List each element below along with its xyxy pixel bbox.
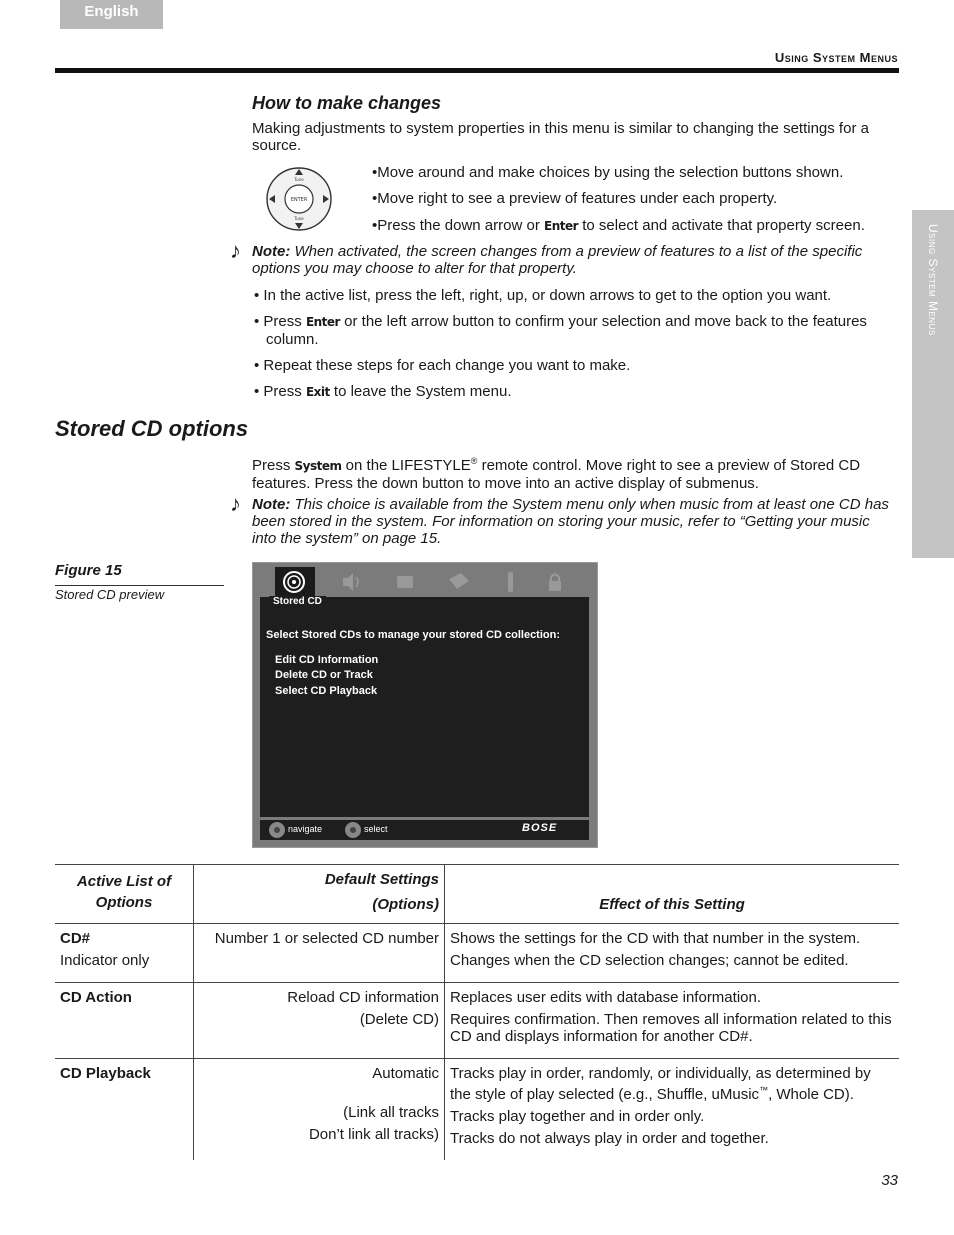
cd-icon xyxy=(275,567,315,597)
page-number: 33 xyxy=(881,1172,898,1189)
stored-cd-intro: Press System on the LIFESTYLE® remote control. Move right to see a preview of Stored CD features. Press the down button to move into an active display of submenus. xyxy=(252,456,861,492)
list-item: • Repeat these steps for each change you want to make. xyxy=(254,357,631,374)
tape-icon xyxy=(439,567,479,597)
remote-icon xyxy=(491,567,531,597)
option-name: CD Action xyxy=(60,989,132,1006)
dial-center-label: ENTER xyxy=(290,197,308,203)
effect-text: Tracks play in order, randomly, or individually, as determined by the style of play selected (e.g., Shuffle, uMusic™, Whole CD). xyxy=(450,1065,871,1103)
effect-text: Requires confirmation. Then removes all information related to this CD and displays information for another CD#. xyxy=(450,1011,892,1045)
menu-item-delete-cd[interactable]: Delete CD or Track xyxy=(275,669,373,681)
header-effect: Effect of this Setting xyxy=(445,865,900,924)
language-tab[interactable]: English xyxy=(60,0,163,29)
menu-icon-bar xyxy=(273,567,593,595)
dial-bottom-label: Tune xyxy=(294,216,304,221)
menu-item-select-playback[interactable]: Select CD Playback xyxy=(275,685,378,697)
select-dial-icon xyxy=(344,821,362,839)
footer-navigate-label: navigate xyxy=(288,824,323,834)
footer-select-label: select xyxy=(364,824,388,834)
dial-bullet-3: •Press the down arrow or Enter to select and activate that property screen. xyxy=(372,217,865,234)
how-to-heading: How to make changes xyxy=(252,93,442,113)
screen-icon xyxy=(385,567,425,597)
top-rule xyxy=(55,68,899,73)
enter-key-label: Enter xyxy=(305,315,340,329)
list-item: • Press Enter or the left arrow button to confirm your selection and move back to the features column. xyxy=(254,313,867,348)
effect-text: Tracks play together and in order only. xyxy=(450,1108,705,1125)
tab-display[interactable] xyxy=(385,567,425,597)
note-icon: ♪ xyxy=(230,491,241,516)
tab-remote[interactable] xyxy=(491,567,531,597)
selection-dial-icon xyxy=(265,166,333,232)
screen-footer xyxy=(260,820,589,840)
option-sub: Indicator only xyxy=(60,952,150,969)
setting-value: Reload CD information xyxy=(287,989,439,1006)
how-to-intro: Making adjustments to system properties in this menu is similar to changing the settings for a source. xyxy=(252,120,869,154)
stored-cd-note: Note: This choice is available from the System menu only when music from at least one CD has been stored in the system. For information on storing your music, refer to “Getting your music into the system” on page 15. xyxy=(252,496,889,547)
header-default-settings: Default Settings (Options) xyxy=(194,865,445,924)
note-icon: ♪ xyxy=(230,238,241,263)
exit-key-label: Exit xyxy=(305,385,330,399)
lock-icon xyxy=(535,567,575,597)
side-tab xyxy=(912,210,954,558)
tab-source[interactable] xyxy=(439,567,479,597)
tab-audio[interactable] xyxy=(331,567,371,597)
list-item: • Press Exit to leave the System menu. xyxy=(254,383,512,400)
setting-value: (Delete CD) xyxy=(359,1011,439,1028)
note-label: Note: xyxy=(252,496,291,513)
dial-top-label: Tune xyxy=(294,177,304,182)
menu-item-edit-cd[interactable]: Edit CD Information xyxy=(275,654,379,666)
setting-value: (Link all tracks xyxy=(343,1104,439,1121)
setting-value: Don’t link all tracks) xyxy=(308,1126,439,1143)
list-item: • In the active list, press the left, right, up, or down arrows to get to the option you want. xyxy=(254,287,832,304)
option-name: CD Playback xyxy=(60,1065,151,1082)
screen-tab-title: Stored CD xyxy=(269,596,326,607)
table-row xyxy=(55,924,899,983)
effect-text: Changes when the CD selection changes; cannot be edited. xyxy=(450,952,849,969)
effect-text: Shows the settings for the CD with that number in the system. xyxy=(450,930,861,947)
stored-cd-screen xyxy=(252,562,598,848)
navigate-dial-icon xyxy=(268,821,286,839)
table-row xyxy=(55,983,899,1059)
bose-logo: BOSE xyxy=(522,822,558,834)
screen-content-panel xyxy=(260,597,589,817)
effect-text: Tracks do not always play in order and together. xyxy=(450,1130,769,1147)
speaker-icon xyxy=(331,567,371,597)
screen-prompt: Select Stored CDs to manage your stored CD collection: xyxy=(266,629,561,641)
figure-caption: Stored CD preview xyxy=(55,587,165,602)
side-tab-label: Using System Menus xyxy=(926,224,940,336)
dial-bullet-2: •Move right to see a preview of features under each property. xyxy=(372,190,778,207)
system-key-label: System xyxy=(294,459,342,473)
dial-bullet-1: •Move around and make choices by using the selection buttons shown. xyxy=(372,164,844,181)
table-header-row xyxy=(55,865,899,924)
effect-text: Replaces user edits with database information. xyxy=(450,989,762,1006)
setting-value: Automatic xyxy=(372,1065,439,1082)
table-row xyxy=(55,1059,899,1161)
tab-lock[interactable] xyxy=(535,567,575,597)
header-active-list: Active List of Options xyxy=(55,865,194,924)
setting-value: Number 1 or selected CD number xyxy=(214,930,439,947)
option-name: CD# xyxy=(60,930,91,947)
options-table xyxy=(55,864,899,1160)
section-heading: Stored CD options xyxy=(55,416,249,441)
note-label: Note: xyxy=(252,243,291,260)
how-to-note: Note: When activated, the screen changes from a preview of features to a list of the specific options you may choose to alter for that property. xyxy=(252,243,863,277)
figure-label: Figure 15 xyxy=(55,562,122,579)
figure-rule xyxy=(55,585,224,586)
enter-key-label: Enter xyxy=(544,219,579,233)
running-head: Using System Menus xyxy=(774,50,898,65)
tab-stored-cd[interactable] xyxy=(275,567,315,597)
